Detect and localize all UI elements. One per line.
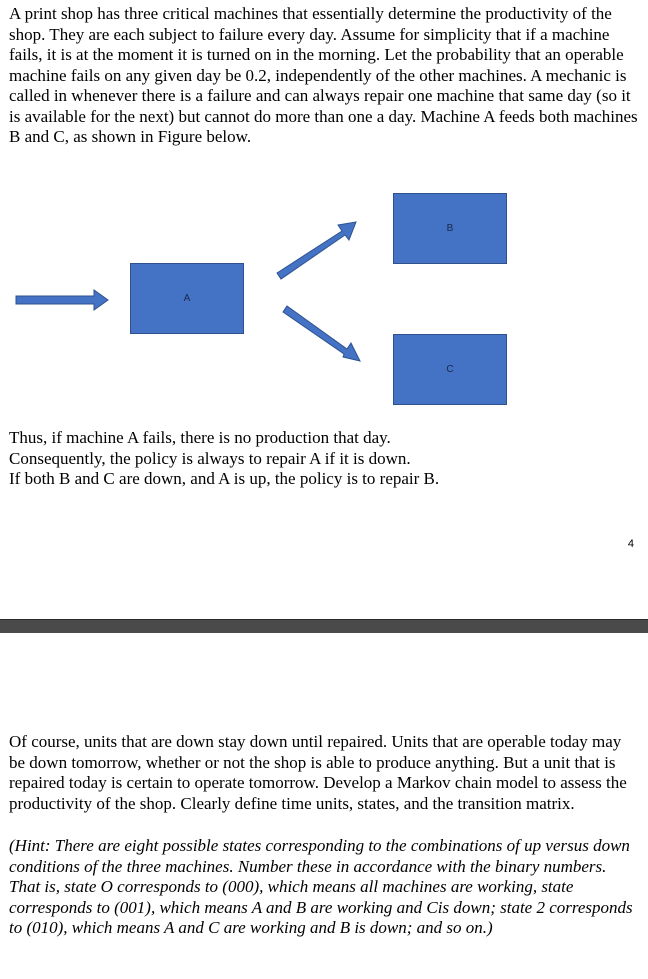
flow-arrows	[0, 0, 648, 420]
policy-line-1: Thus, if machine A fails, there is no production that day.	[9, 428, 391, 447]
machine-b-label: B	[446, 223, 454, 234]
arrow-to-c	[283, 306, 360, 361]
page-number: 4	[627, 538, 634, 550]
arrow-to-b	[277, 222, 356, 279]
machine-c-box	[393, 334, 507, 405]
problem-continuation: Of course, units that are down stay down until repaired. Units that are operable today may be down tomorrow, whether or not the shop is able to produce anything. But a unit that is repaired today is certain to operate tomorrow. Develop a Markov chain model to assess the productivity of the shop. Clearly define time units, states, and the transition matrix.	[9, 732, 627, 813]
machine-a-label: A	[183, 293, 191, 304]
policy-line-3: If both B and C are down, and A is up, the policy is to repair B.	[9, 469, 440, 488]
input-arrow	[16, 290, 108, 310]
problem-hint: (Hint: There are eight possible states corresponding to the combinations of up versus down conditions of the three machines. Number these in accordance with the binary numbers. That is, state O corresponds to (000), which means all machines are working, state corresponds to (001), which means A and B are working and Cis down; state 2 corresponds to (010), which means A and C are working and B is down; and so on.)	[9, 836, 633, 937]
machine-c-label: C	[446, 364, 454, 375]
policy-text	[9, 428, 639, 490]
machine-a-box	[130, 263, 244, 334]
policy-line-2: Consequently, the policy is always to repair A if it is down.	[9, 448, 411, 468]
problem-intro: A print shop has three critical machines that essentially determine the productivity of the shop. They are each subject to failure every day. Assume for simplicity that if a machine fails, it is at the moment it is turned on in the morning. Let the probability that an operable machine fails on any given day be 0.2, independently of the other machines. A mechanic is called in whenever there is a failure and can always repair one machine that same day (so it is available for the next) but cannot do more than one a day. Machine A feeds both machines B and C, as shown in Figure below.	[9, 4, 638, 146]
page-divider	[0, 619, 648, 633]
machine-b-box	[393, 193, 507, 264]
